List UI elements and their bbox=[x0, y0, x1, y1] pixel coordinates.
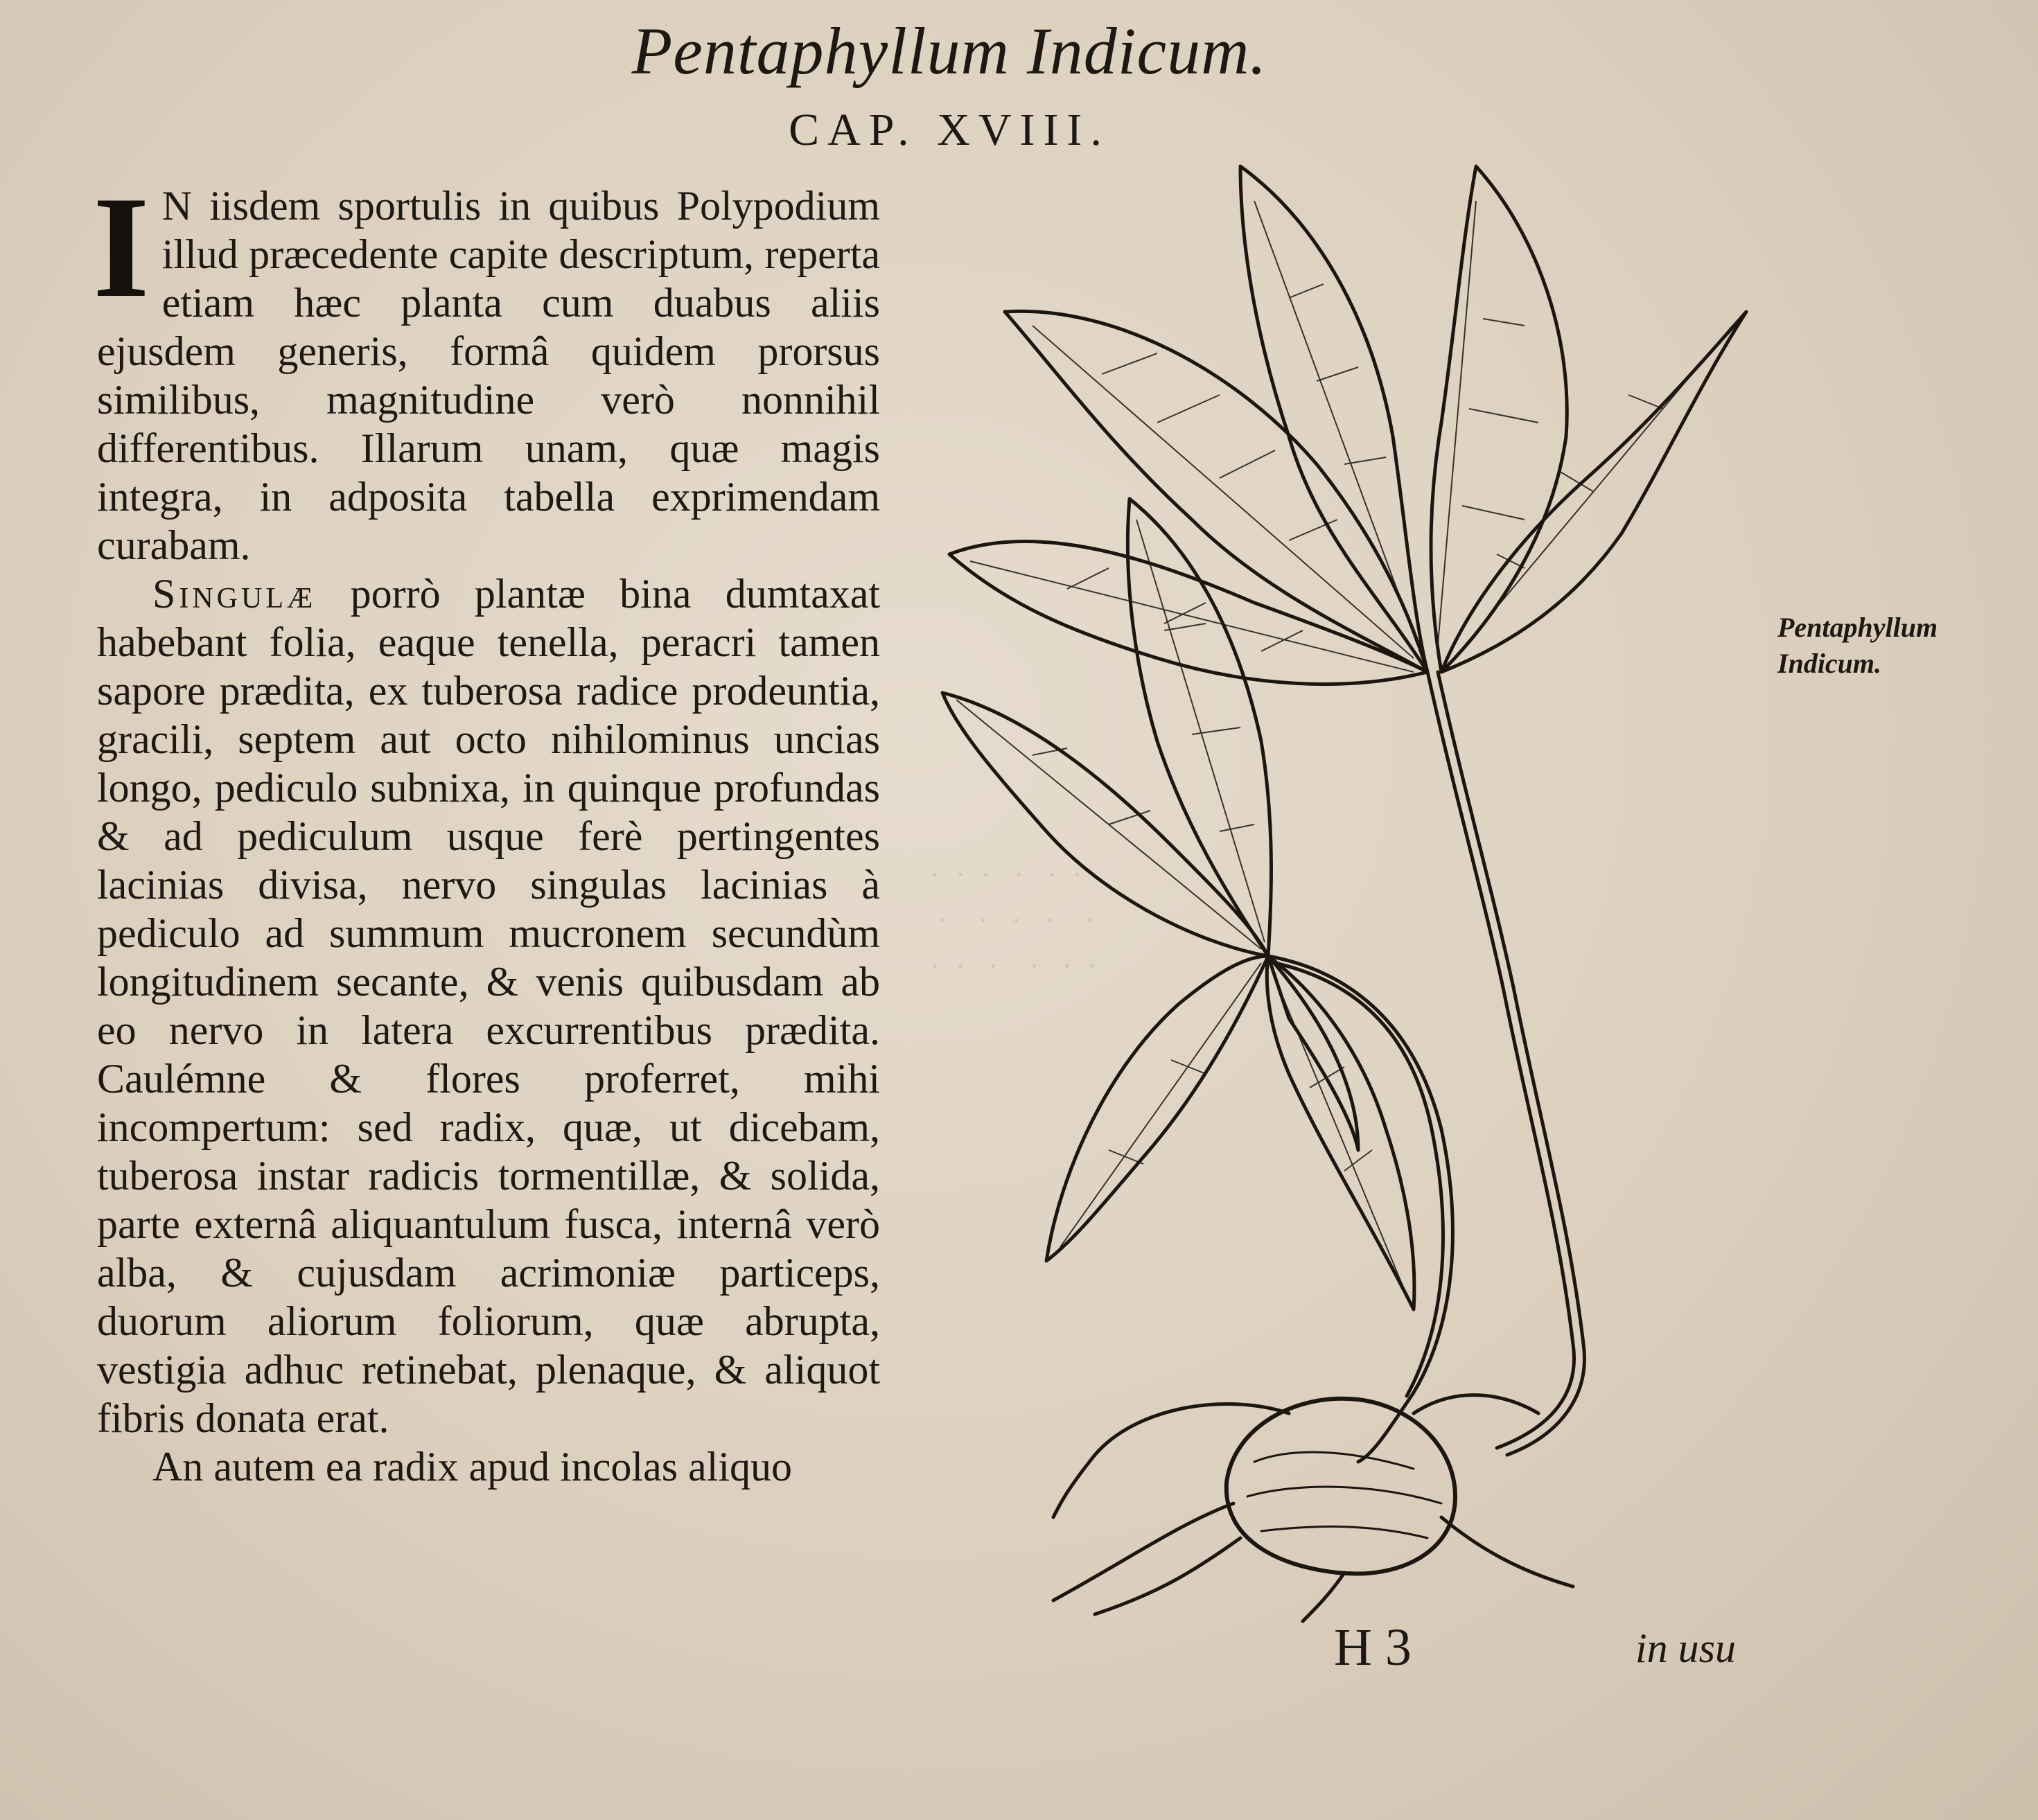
paragraph-1 bbox=[93, 167, 880, 569]
body-text bbox=[93, 167, 880, 1491]
leaflet-upper-3 bbox=[1431, 166, 1567, 672]
leaflet-upper-1 bbox=[1005, 311, 1428, 672]
catchword: in usu bbox=[1635, 1625, 1737, 1671]
paragraph-2-lead: Singulæ bbox=[152, 571, 317, 617]
margin-note bbox=[1777, 610, 1999, 682]
root-2 bbox=[1095, 1538, 1240, 1614]
root-4 bbox=[1441, 1517, 1573, 1587]
chapter-heading: CAP. XVIII. bbox=[789, 105, 1110, 155]
stem-main-edge bbox=[1438, 672, 1585, 1455]
page-title: Pentaphyllum Indicum. bbox=[631, 14, 1267, 88]
root-1 bbox=[1053, 1503, 1233, 1600]
leaflet-lower-1 bbox=[942, 693, 1268, 956]
tuber-hatching bbox=[1247, 1452, 1441, 1538]
leaflet-lower-4 bbox=[1267, 956, 1414, 1309]
signature-mark: H 3 bbox=[1334, 1618, 1412, 1677]
paragraph-2-text: porrò plantæ bina dumtaxat habebant folia, eaque tenella, peracri tamen sapore prædita, ex tuberosa radice prodeuntia, gracili, septem aut octo nihilominus uncias longo, pediculo subnixa, in quinque profundas & ad pediculum usque ferè pertingentes lacinias divisa, nervo singulas lacinias à pediculo ad summum mucronem secundùm longitudinem secante, & venis quibusdam ab eo nervo in latera excurrentibus prædita. Caulémne & flores proferret, mihi incompertum: sed radix, quæ, ut dicebam, tuberosa instar radicis tormentillæ, & solida, parte externâ aliquantulum fusca, internâ verò alba, & cujusdam acrimoniæ particeps, duorum aliorum foliorum, quæ abrupta, vestigia adhuc retinebat, plenaque, & aliquot fibris donata erat. bbox=[97, 571, 880, 1441]
margin-note-line-1: Pentaphyllum bbox=[1777, 612, 1938, 643]
paragraph-2 bbox=[97, 569, 880, 1442]
show-through-text: · · · · · · · · · · · · · · · · · bbox=[930, 858, 1098, 983]
stem-main bbox=[1428, 672, 1574, 1448]
paragraph-3: An autem ea radix apud incolas aliquo bbox=[152, 1444, 793, 1490]
plant-woodcut-illustration bbox=[929, 145, 1788, 1628]
margin-note-line-2: Indicum. bbox=[1777, 648, 1882, 679]
root-5 bbox=[1414, 1395, 1538, 1413]
leaf-veins bbox=[956, 201, 1732, 1296]
paragraph-1-text: N iisdem sportulis in quibus Polypodium illud præcedente capite descriptum, reperta etiam hæc planta cum duabus aliis ejusdem generis, formâ quidem prorsus similibus, magnitudine verò nonnihil differentibus. Illarum unam, quæ magis integra, in adposita tabella exprimendam curabam. bbox=[97, 183, 880, 568]
leaflet-lower-3 bbox=[1046, 956, 1268, 1261]
drop-cap: I bbox=[93, 167, 150, 328]
root-3 bbox=[1053, 1404, 1289, 1518]
root-6 bbox=[1303, 1573, 1344, 1621]
